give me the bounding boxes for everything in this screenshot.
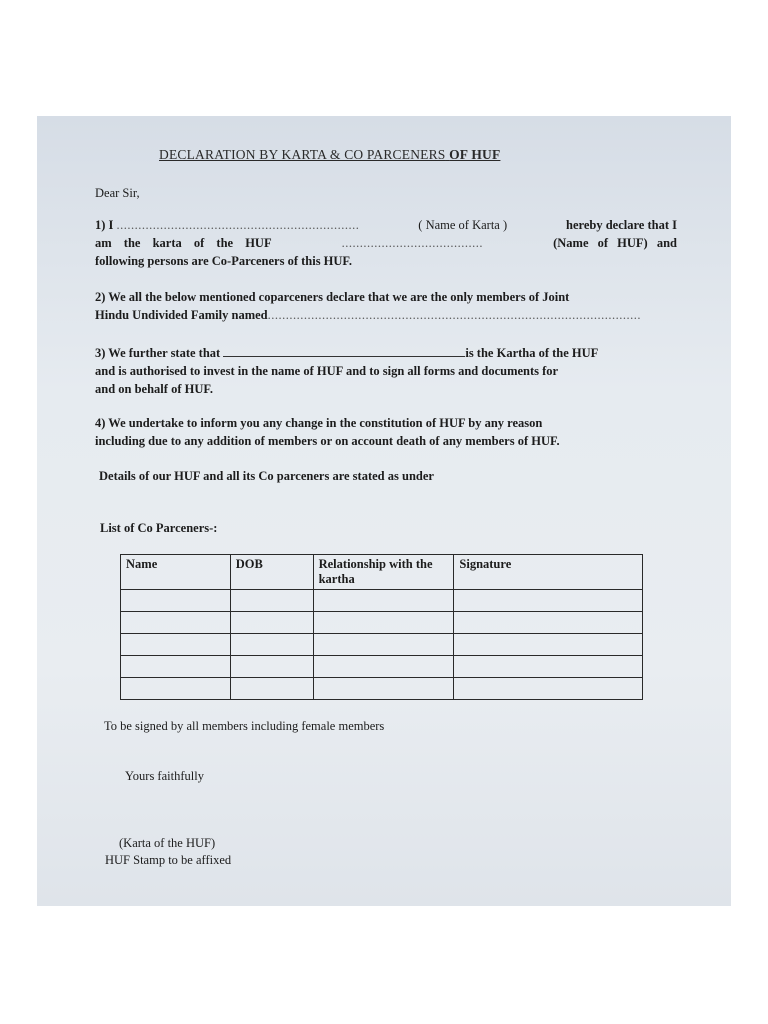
table-row bbox=[121, 590, 643, 612]
karta-signature-label: (Karta of the HUF) bbox=[119, 836, 216, 850]
karta-name-blank: ................................................................... bbox=[116, 218, 360, 232]
para3-line2: and is authorised to invest in the name of HUF and to sign all forms and documents for bbox=[95, 364, 559, 378]
para1-line2-start: am the karta of the HUF bbox=[95, 236, 272, 250]
cell-relationship[interactable] bbox=[313, 590, 454, 612]
para2-line1: 2) We all the below mentioned coparceners declare that we are the only members of Joint bbox=[95, 290, 570, 304]
family-name-blank: ....................................................................................................... bbox=[267, 308, 641, 322]
cell-name[interactable] bbox=[121, 656, 231, 678]
cell-dob[interactable] bbox=[230, 590, 313, 612]
cell-name[interactable] bbox=[121, 678, 231, 700]
document-title bbox=[159, 147, 500, 163]
para1-line2 bbox=[95, 234, 677, 252]
cell-signature[interactable] bbox=[454, 634, 643, 656]
para3-line3: and on behalf of HUF. bbox=[95, 382, 213, 396]
paragraph-4 bbox=[95, 414, 560, 450]
cell-relationship[interactable] bbox=[313, 656, 454, 678]
table-row bbox=[121, 612, 643, 634]
details-statement: Details of our HUF and all its Co parceners are stated as under bbox=[99, 469, 434, 483]
cell-dob[interactable] bbox=[230, 634, 313, 656]
paragraph-2 bbox=[95, 288, 641, 324]
header-signature: Signature bbox=[454, 555, 643, 590]
cell-dob[interactable] bbox=[230, 678, 313, 700]
para4-line1: 4) We undertake to inform you any change in the constitution of HUF by any reason bbox=[95, 416, 543, 430]
cell-signature[interactable] bbox=[454, 678, 643, 700]
para1-line3: following persons are Co-Parceners of this HUF. bbox=[95, 254, 353, 268]
coparceners-table bbox=[120, 554, 643, 700]
kartha-name-blank bbox=[223, 346, 465, 357]
table-row bbox=[121, 656, 643, 678]
para3-line1-start: 3) We further state that bbox=[95, 346, 221, 360]
cell-signature[interactable] bbox=[454, 656, 643, 678]
salutation: Dear Sir, bbox=[95, 186, 140, 200]
huf-name-blank: ....................................... bbox=[341, 236, 484, 250]
signing-note: To be signed by all members including female members bbox=[104, 719, 385, 733]
cell-signature[interactable] bbox=[454, 590, 643, 612]
cell-signature[interactable] bbox=[454, 612, 643, 634]
header-relationship: Relationship with the kartha bbox=[313, 555, 454, 590]
title-part-1: DECLARATION BY KARTA & CO PARCENERS bbox=[159, 147, 446, 162]
title-part-2: OF HUF bbox=[449, 147, 501, 162]
cell-name[interactable] bbox=[121, 612, 231, 634]
list-heading: List of Co Parceners-: bbox=[100, 521, 218, 535]
cell-relationship[interactable] bbox=[313, 612, 454, 634]
cell-dob[interactable] bbox=[230, 656, 313, 678]
para3-line1-end: is the Kartha of the HUF bbox=[465, 346, 599, 360]
closing-line: Yours faithfully bbox=[125, 769, 204, 783]
cell-dob[interactable] bbox=[230, 612, 313, 634]
declaration-document bbox=[37, 116, 731, 906]
huf-name-label: (Name of HUF) and bbox=[553, 236, 677, 250]
table-row bbox=[121, 634, 643, 656]
para1-line1-end: hereby declare that I bbox=[566, 218, 677, 232]
karta-name-label: ( Name of Karta ) bbox=[418, 218, 508, 232]
cell-relationship[interactable] bbox=[313, 634, 454, 656]
header-dob: DOB bbox=[230, 555, 313, 590]
paragraph-3 bbox=[95, 344, 598, 398]
cell-name[interactable] bbox=[121, 634, 231, 656]
para2-line2: Hindu Undivided Family named bbox=[95, 308, 268, 322]
para4-line2: including due to any addition of members or on account death of any members of HUF. bbox=[95, 434, 560, 448]
header-name: Name bbox=[121, 555, 231, 590]
para1-line1 bbox=[95, 216, 677, 234]
stamp-label: HUF Stamp to be affixed bbox=[105, 853, 232, 867]
table-row bbox=[121, 678, 643, 700]
para1-number: 1) I bbox=[95, 218, 117, 232]
table-header-row bbox=[121, 555, 643, 590]
cell-relationship[interactable] bbox=[313, 678, 454, 700]
cell-name[interactable] bbox=[121, 590, 231, 612]
paragraph-1 bbox=[95, 216, 677, 270]
